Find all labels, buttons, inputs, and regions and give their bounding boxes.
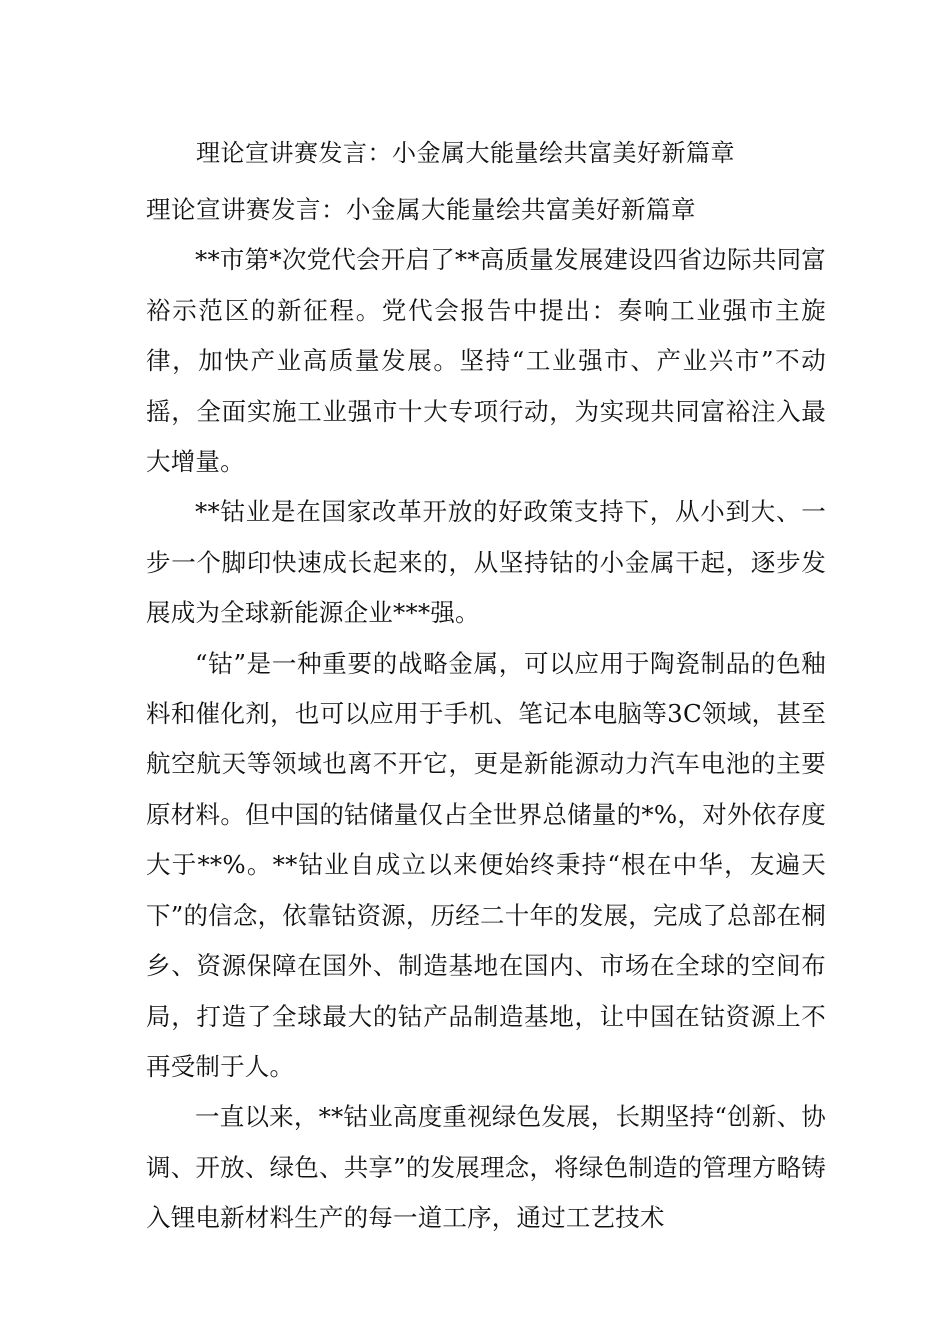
header-title: 理论宣讲赛发言：小金属大能量绘共富美好新篇章 — [196, 139, 735, 167]
paragraph-4: 一直以来，**钴业高度重视绿色发展，长期坚持“创新、协调、开放、绿色、共享”的发展理念，将绿色制造的管理方略铸入锂电新材料生产的每一道工序，通过工艺技术 — [146, 1102, 826, 1233]
document-title: 理论宣讲赛发言：小金属大能量绘共富美好新篇章 — [146, 195, 696, 224]
paragraph-1: **市第*次党代会开启了**高质量发展建设四省边际共同富裕示范区的新征程。党代会报告中提出：奏响工业强市主旋律，加快产业高质量发展。坚持“工业强市、产业兴市”不动摇，全面实施工业强市十大专项行动，为实现共同富裕注入最大增量。 — [146, 245, 826, 477]
document-body — [146, 185, 826, 1244]
paragraph-3: “钴”是一种重要的战略金属，可以应用于陶瓷制品的色釉料和催化剂，也可以应用于手机、笔记本电脑等3C领域，甚至航空航天等领域也离不开它，更是新能源动力汽车电池的主要原材料。但中国的钴储量仅占全世界总储量的*%，对外依存度大于**%。**钴业自成立以来便始终秉持“根在中华，友遍天下”的信念，依靠钴资源，历经二十年的发展，完成了总部在桐乡、资源保障在国外、制造基地在国内、市场在全球的空间布局，打造了全球最大的钴产品制造基地，让中国在钴资源上不再受制于人。 — [146, 648, 826, 1081]
paragraph-2: **钴业是在国家改革开放的好政策支持下，从小到大、一步一个脚印快速成长起来的，从坚持钴的小金属干起，逐步发展成为全球新能源企业***强。 — [146, 497, 826, 628]
